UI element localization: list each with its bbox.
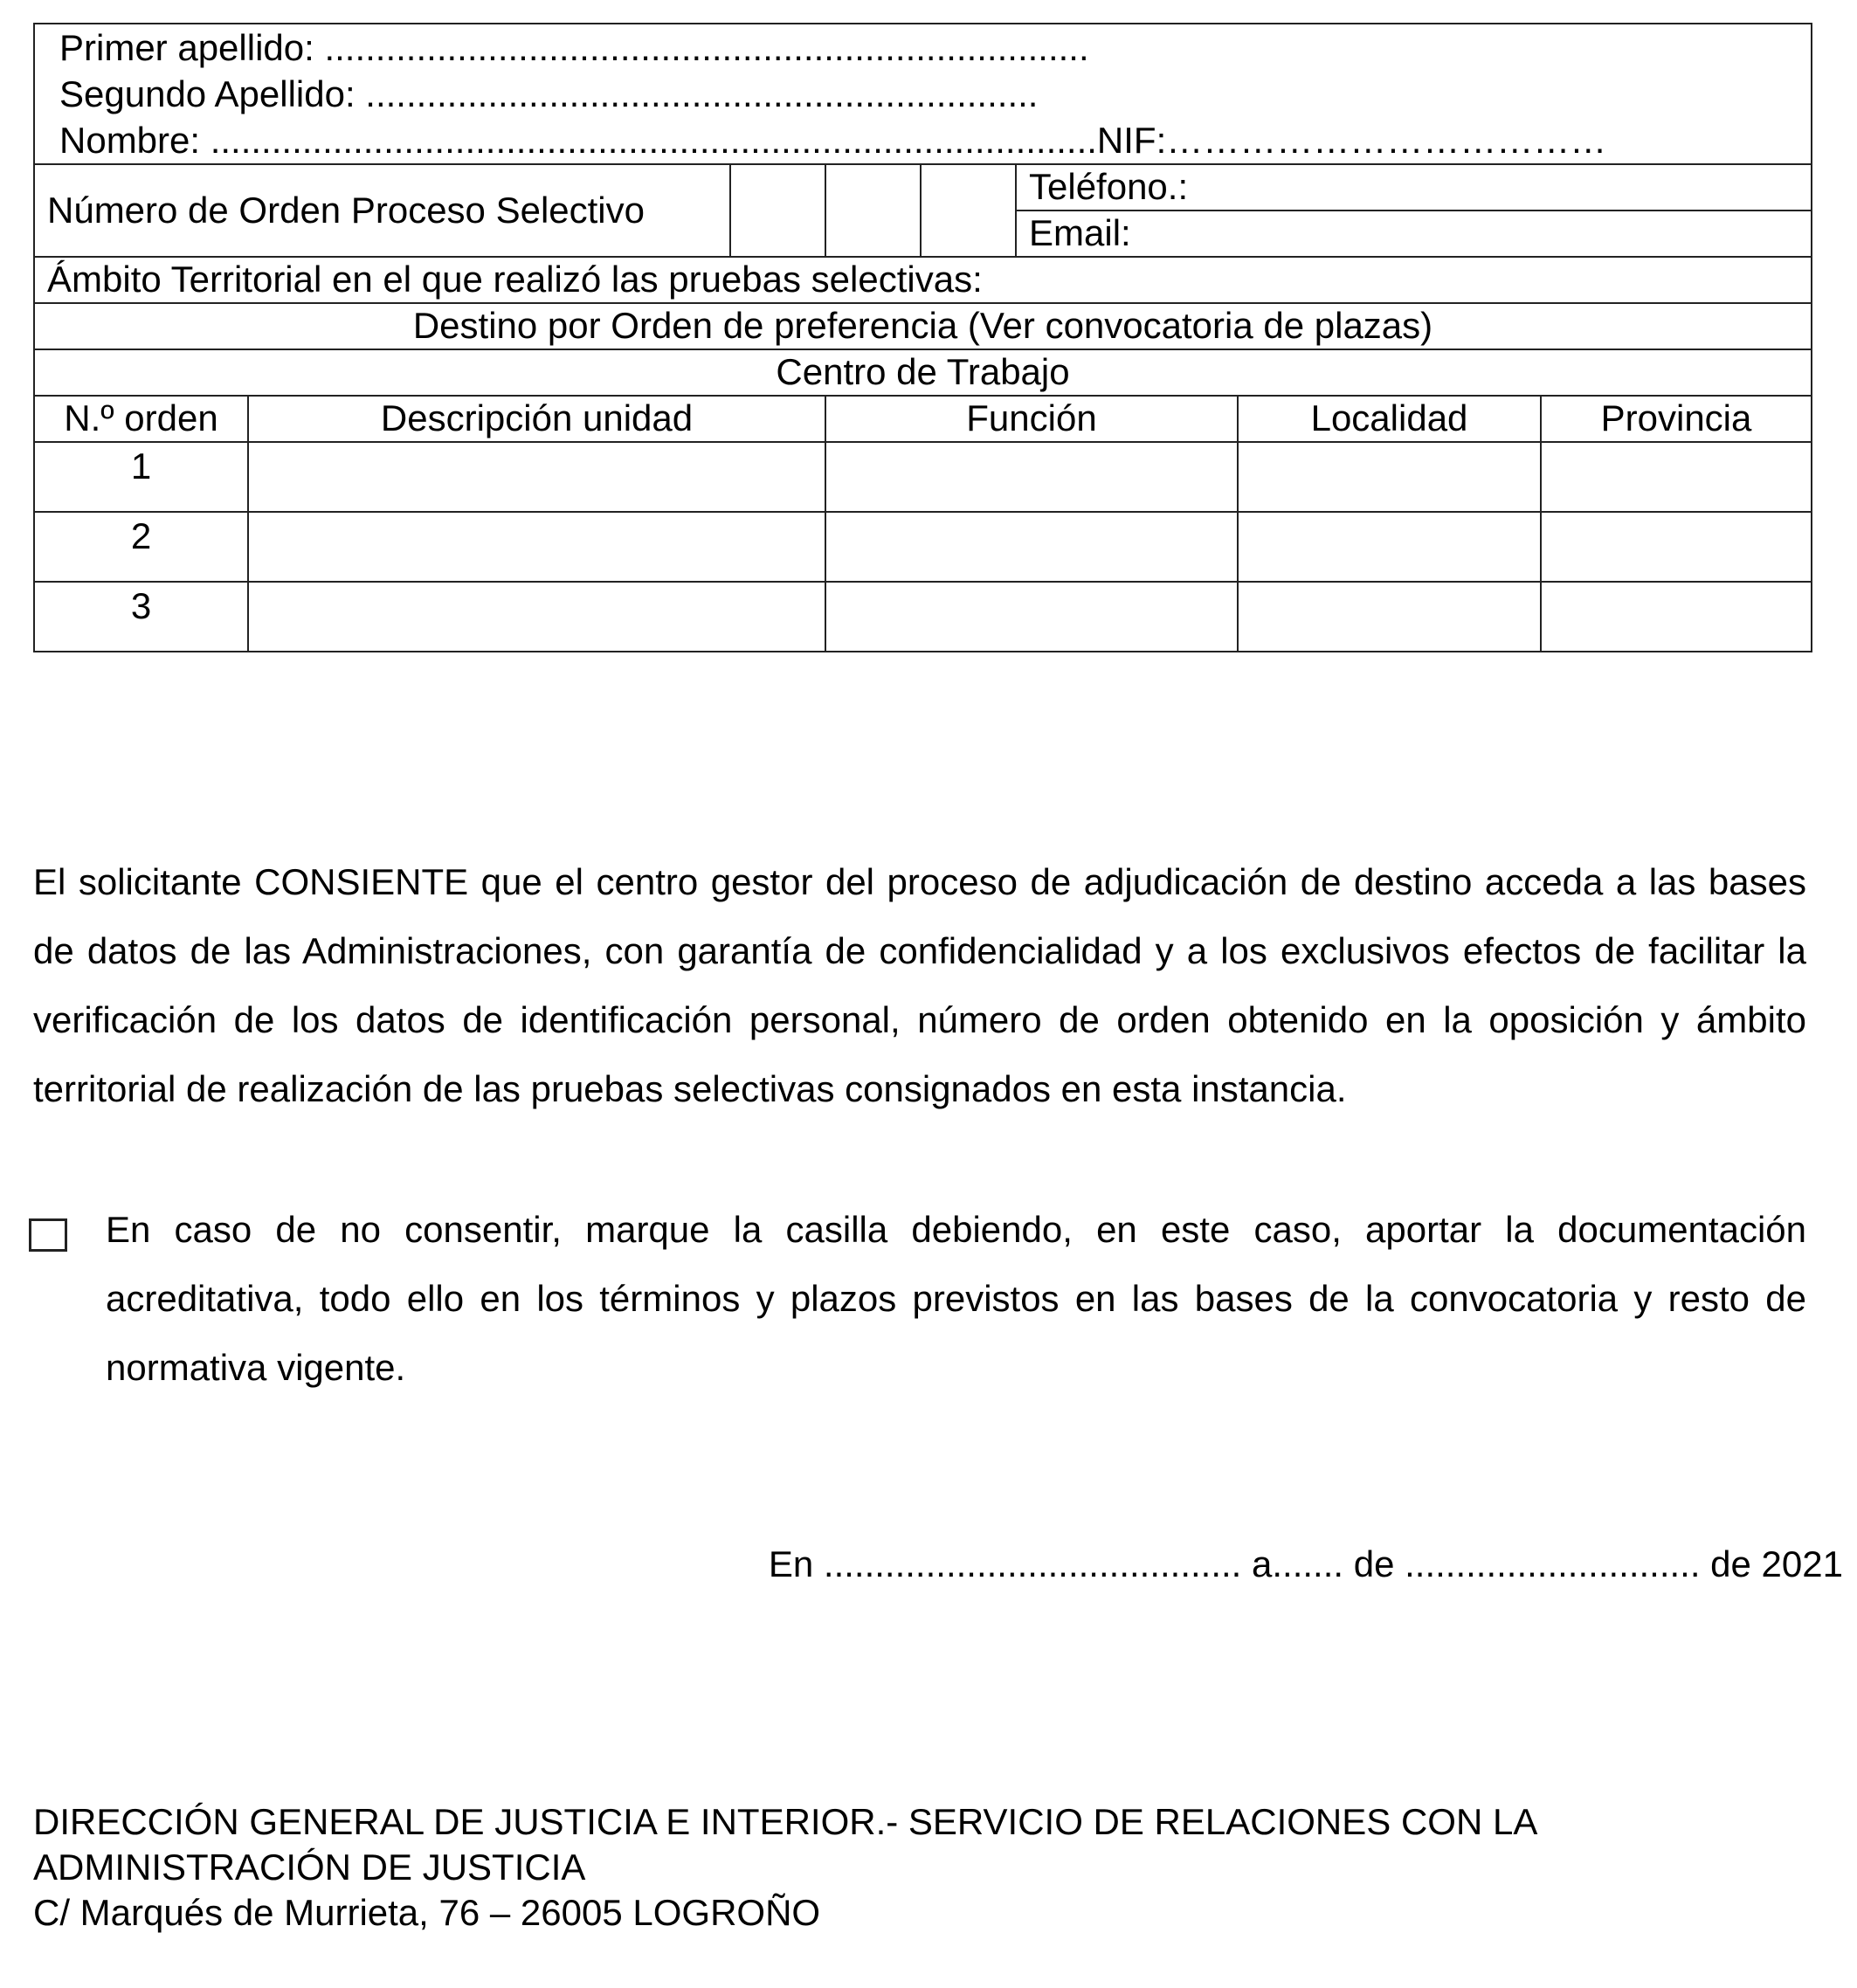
telefono-field[interactable]: Teléfono.:	[1016, 164, 1812, 211]
footer-line-2: ADMINISTRACIÓN DE JUSTICIA	[33, 1846, 586, 1888]
identification-cell	[34, 24, 1812, 164]
col-header-descripcion: Descripción unidad	[248, 396, 825, 442]
localidad-cell[interactable]	[1238, 442, 1541, 512]
localidad-cell[interactable]	[1238, 582, 1541, 652]
segundo-apellido-field[interactable]: Segundo Apellido: ..................................................................	[59, 73, 1039, 114]
descripcion-cell[interactable]	[248, 442, 825, 512]
consent-paragraph: El solicitante CONSIENTE que el centro gestor del proceso de adjudicación de destino acceda a las bases de datos de las Administraciones, con garantía de confidencialidad y a los exclusivos efectos de facilitar la verificación de los datos de identificación personal, número de orden obtenido en la oposición y ámbito territorial de realización de las pruebas selectivas consignados en esta instancia.	[33, 861, 1806, 1109]
primer-apellido-field[interactable]: Primer apellido: ...........................................................................	[59, 27, 1089, 68]
ambito-territorial-field[interactable]: Ámbito Territorial en el que realizó las pruebas selectivas:	[34, 257, 1812, 303]
destino-heading: Destino por Orden de preferencia (Ver convocatoria de plazas)	[34, 303, 1812, 349]
row-number: 2	[34, 512, 248, 582]
no-consent-paragraph: En caso de no consentir, marque la casilla debiendo, en este caso, aportar la documentación acreditativa, todo ello en los términos y plazos previstos en las bases de la convocatoria y resto de normativa vigente.	[106, 1209, 1806, 1388]
numero-orden-box-1[interactable]	[730, 164, 825, 257]
funcion-cell[interactable]	[825, 512, 1238, 582]
descripcion-cell[interactable]	[248, 512, 825, 582]
footer-address	[33, 1799, 1824, 1936]
row-number: 1	[34, 442, 248, 512]
no-consent-checkbox[interactable]	[29, 1218, 67, 1252]
funcion-cell[interactable]	[825, 582, 1238, 652]
table-row	[34, 512, 1812, 582]
footer-line-1: DIRECCIÓN GENERAL DE JUSTICIA E INTERIOR.- SERVICIO DE RELACIONES CON LA	[33, 1801, 1538, 1842]
col-header-funcion: Función	[825, 396, 1238, 442]
date-place-line: En ......................................... a....... de ............................. de 2021	[768, 1543, 1843, 1584]
table-row	[34, 442, 1812, 512]
centro-trabajo-heading: Centro de Trabajo	[34, 349, 1812, 396]
numero-orden-box-2[interactable]	[825, 164, 921, 257]
localidad-cell[interactable]	[1238, 512, 1541, 582]
nombre-nif-field[interactable]: Nombre: .......................................................................................NIF:………………………………	[59, 120, 1607, 161]
col-header-orden: N.º orden	[34, 396, 248, 442]
destination-request-table	[33, 23, 1812, 652]
table-header-row	[34, 396, 1812, 442]
provincia-cell[interactable]	[1541, 442, 1812, 512]
descripcion-cell[interactable]	[248, 582, 825, 652]
numero-orden-label: Número de Orden Proceso Selectivo	[34, 164, 730, 257]
footer-line-3: C/ Marqués de Murrieta, 76 – 26005 LOGROÑO	[33, 1892, 821, 1933]
funcion-cell[interactable]	[825, 442, 1238, 512]
email-field[interactable]: Email:	[1016, 211, 1812, 257]
provincia-cell[interactable]	[1541, 582, 1812, 652]
row-number: 3	[34, 582, 248, 652]
provincia-cell[interactable]	[1541, 512, 1812, 582]
table-row	[34, 582, 1812, 652]
col-header-localidad: Localidad	[1238, 396, 1541, 442]
col-header-provincia: Provincia	[1541, 396, 1812, 442]
numero-orden-box-3[interactable]	[921, 164, 1016, 257]
